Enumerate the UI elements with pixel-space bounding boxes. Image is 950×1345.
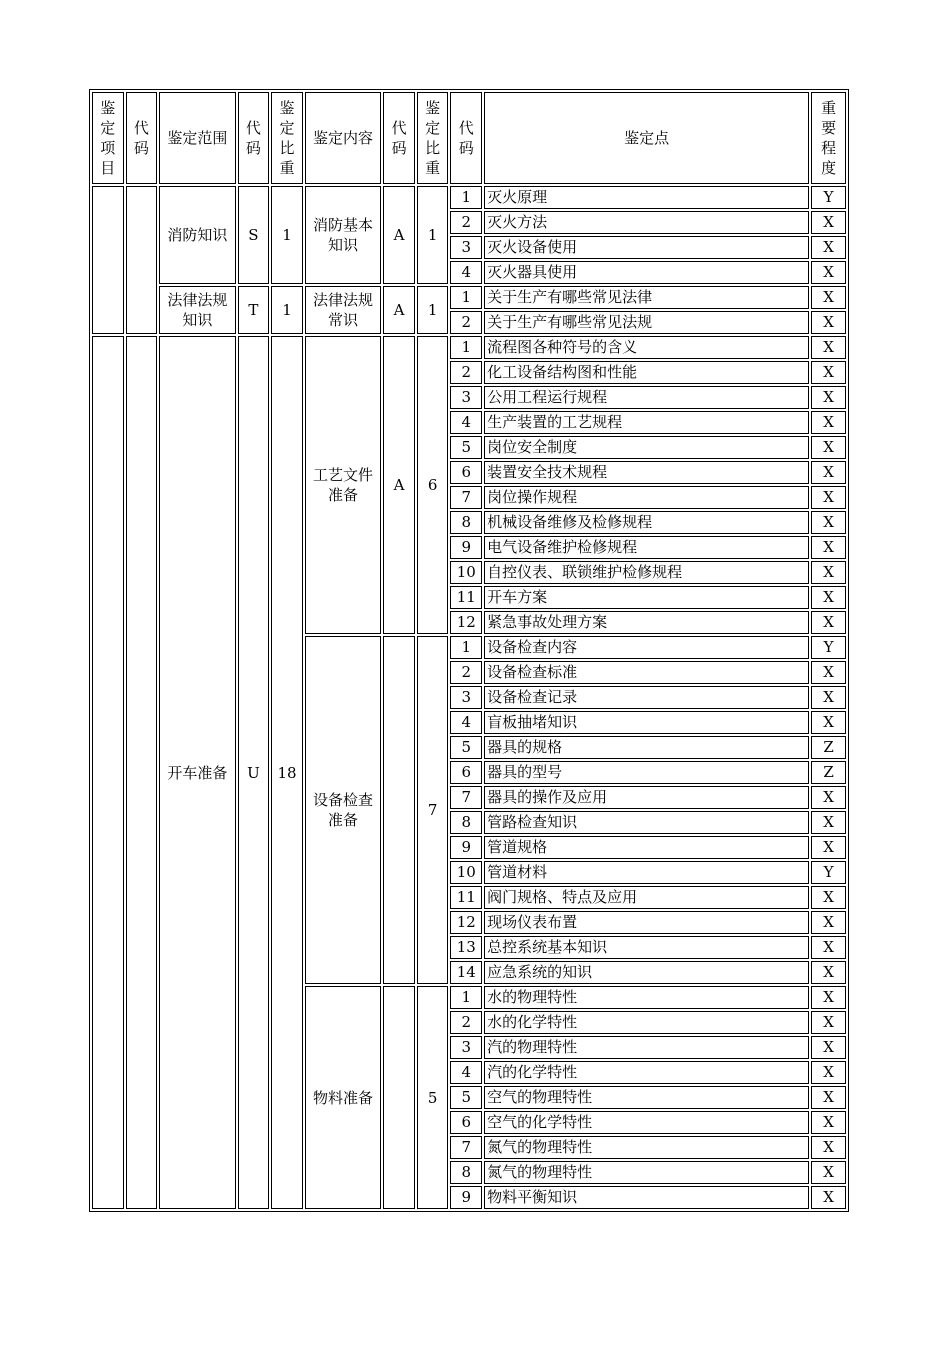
- point-level: X: [811, 611, 846, 634]
- point-name: 盲板抽堵知识: [484, 711, 809, 734]
- header-point: 鉴定点: [484, 92, 809, 184]
- point-code: 1: [450, 186, 482, 209]
- point-code: 8: [450, 511, 482, 534]
- point-name: 器具的规格: [484, 736, 809, 759]
- point-code: 12: [450, 911, 482, 934]
- point-code: 4: [450, 711, 482, 734]
- content-name: 物料准备: [305, 986, 381, 1209]
- point-code: 5: [450, 1086, 482, 1109]
- content-weight: 5: [417, 986, 449, 1209]
- point-name: 装置安全技术规程: [484, 461, 809, 484]
- point-level: X: [811, 836, 846, 859]
- point-level: X: [811, 336, 846, 359]
- content-code: [383, 986, 415, 1209]
- point-code: 11: [450, 586, 482, 609]
- point-level: X: [811, 911, 846, 934]
- point-level: X: [811, 436, 846, 459]
- point-code: 4: [450, 411, 482, 434]
- point-name: 开车方案: [484, 586, 809, 609]
- scope-code: U: [238, 336, 270, 1209]
- point-name: 灭火设备使用: [484, 236, 809, 259]
- point-level: X: [811, 586, 846, 609]
- point-code: 3: [450, 686, 482, 709]
- point-level: X: [811, 1061, 846, 1084]
- scope-code: S: [238, 186, 270, 284]
- point-name: 现场仪表布置: [484, 911, 809, 934]
- point-level: X: [811, 486, 846, 509]
- point-name: 流程图各种符号的含义: [484, 336, 809, 359]
- point-code: 4: [450, 261, 482, 284]
- point-code: 2: [450, 661, 482, 684]
- point-level: X: [811, 936, 846, 959]
- point-code: 1: [450, 286, 482, 309]
- point-level: Y: [811, 636, 846, 659]
- point-name: 器具的操作及应用: [484, 786, 809, 809]
- point-name: 灭火器具使用: [484, 261, 809, 284]
- point-code: 2: [450, 1011, 482, 1034]
- header-weight-2: 鉴 定 比 重: [417, 92, 449, 184]
- point-name: 设备检查内容: [484, 636, 809, 659]
- point-level: X: [811, 686, 846, 709]
- point-level: X: [811, 536, 846, 559]
- point-level: X: [811, 1111, 846, 1134]
- content-weight: 1: [417, 286, 449, 334]
- content-code: [383, 636, 415, 984]
- point-name: 自控仪表、联锁维护检修规程: [484, 561, 809, 584]
- content-code: A: [383, 336, 415, 634]
- header-row: [92, 92, 846, 184]
- point-name: 电气设备维护检修规程: [484, 536, 809, 559]
- point-level: X: [811, 961, 846, 984]
- item-cell: [92, 186, 124, 334]
- point-level: X: [811, 986, 846, 1009]
- point-code: 2: [450, 211, 482, 234]
- point-code: 10: [450, 861, 482, 884]
- content-code: A: [383, 286, 415, 334]
- point-name: 水的化学特性: [484, 1011, 809, 1034]
- scope-name: 开车准备: [159, 336, 235, 1209]
- point-name: 机械设备维修及检修规程: [484, 511, 809, 534]
- header-code-3: 代 码: [383, 92, 415, 184]
- point-level: X: [811, 461, 846, 484]
- scope-weight: 18: [271, 336, 303, 1209]
- point-level: X: [811, 886, 846, 909]
- header-importance: 重 要 程 度: [811, 92, 846, 184]
- point-name: 器具的型号: [484, 761, 809, 784]
- point-code: 8: [450, 811, 482, 834]
- point-level: X: [811, 561, 846, 584]
- point-code: 3: [450, 236, 482, 259]
- content-name: 法律法规 常识: [305, 286, 381, 334]
- point-level: X: [811, 286, 846, 309]
- header-content: 鉴定内容: [305, 92, 381, 184]
- point-name: 氮气的物理特性: [484, 1161, 809, 1184]
- scope-code: T: [238, 286, 270, 334]
- point-code: 5: [450, 736, 482, 759]
- point-code: 7: [450, 486, 482, 509]
- point-name: 紧急事故处理方案: [484, 611, 809, 634]
- point-level: X: [811, 711, 846, 734]
- point-name: 关于生产有哪些常见法律: [484, 286, 809, 309]
- point-level: X: [811, 1161, 846, 1184]
- point-name: 空气的物理特性: [484, 1086, 809, 1109]
- header-weight-1: 鉴 定 比 重: [271, 92, 303, 184]
- item-cell: [92, 336, 124, 1209]
- point-level: Z: [811, 736, 846, 759]
- content-code: A: [383, 186, 415, 284]
- point-code: 1: [450, 636, 482, 659]
- point-level: X: [811, 311, 846, 334]
- point-level: X: [811, 411, 846, 434]
- point-level: Z: [811, 761, 846, 784]
- scope-name: 法律法规 知识: [159, 286, 235, 334]
- point-code: 1: [450, 336, 482, 359]
- point-code: 7: [450, 786, 482, 809]
- scope-weight: 1: [271, 186, 303, 284]
- point-level: X: [811, 361, 846, 384]
- content-name: 工艺文件 准备: [305, 336, 381, 634]
- point-name: 空气的化学特性: [484, 1111, 809, 1134]
- point-name: 设备检查记录: [484, 686, 809, 709]
- point-code: 10: [450, 561, 482, 584]
- point-name: 管路检查知识: [484, 811, 809, 834]
- header-code-2: 代 码: [238, 92, 270, 184]
- point-code: 9: [450, 536, 482, 559]
- content-weight: 6: [417, 336, 449, 634]
- point-name: 设备检查标准: [484, 661, 809, 684]
- point-code: 2: [450, 361, 482, 384]
- point-name: 岗位安全制度: [484, 436, 809, 459]
- scope-weight: 1: [271, 286, 303, 334]
- header-scope: 鉴定范围: [159, 92, 235, 184]
- point-name: 管道规格: [484, 836, 809, 859]
- point-code: 2: [450, 311, 482, 334]
- point-level: X: [811, 1011, 846, 1034]
- point-code: 6: [450, 1111, 482, 1134]
- header-code-1: 代 码: [126, 92, 158, 184]
- point-name: 汽的物理特性: [484, 1036, 809, 1059]
- point-level: X: [811, 661, 846, 684]
- point-level: X: [811, 211, 846, 234]
- point-name: 公用工程运行规程: [484, 386, 809, 409]
- point-code: 8: [450, 1161, 482, 1184]
- header-item: 鉴 定 项 目: [92, 92, 124, 184]
- point-level: X: [811, 386, 846, 409]
- point-code: 5: [450, 436, 482, 459]
- point-code: 3: [450, 386, 482, 409]
- content-weight: 7: [417, 636, 449, 984]
- point-name: 物料平衡知识: [484, 1186, 809, 1209]
- point-name: 化工设备结构图和性能: [484, 361, 809, 384]
- point-name: 灭火原理: [484, 186, 809, 209]
- point-level: X: [811, 511, 846, 534]
- point-level: X: [811, 786, 846, 809]
- item-code-cell: [126, 336, 158, 1209]
- point-name: 氮气的物理特性: [484, 1136, 809, 1159]
- point-name: 关于生产有哪些常见法规: [484, 311, 809, 334]
- point-code: 14: [450, 961, 482, 984]
- point-name: 应急系统的知识: [484, 961, 809, 984]
- table-body: [92, 92, 846, 1209]
- point-name: 阀门规格、特点及应用: [484, 886, 809, 909]
- point-code: 11: [450, 886, 482, 909]
- item-code-cell: [126, 186, 158, 334]
- point-code: 9: [450, 836, 482, 859]
- scope-name: 消防知识: [159, 186, 235, 284]
- point-name: 灭火方法: [484, 211, 809, 234]
- point-level: X: [811, 1136, 846, 1159]
- point-level: Y: [811, 861, 846, 884]
- point-level: X: [811, 236, 846, 259]
- content-name: 消防基本 知识: [305, 186, 381, 284]
- point-code: 12: [450, 611, 482, 634]
- point-level: X: [811, 1086, 846, 1109]
- point-level: X: [811, 1186, 846, 1209]
- point-code: 3: [450, 1036, 482, 1059]
- point-name: 岗位操作规程: [484, 486, 809, 509]
- point-code: 4: [450, 1061, 482, 1084]
- point-level: X: [811, 811, 846, 834]
- table-row: [92, 336, 846, 359]
- point-level: Y: [811, 186, 846, 209]
- point-name: 汽的化学特性: [484, 1061, 809, 1084]
- point-name: 管道材料: [484, 861, 809, 884]
- header-code-4: 代 码: [450, 92, 482, 184]
- point-name: 生产装置的工艺规程: [484, 411, 809, 434]
- point-code: 6: [450, 461, 482, 484]
- table-row: [92, 186, 846, 209]
- point-level: X: [811, 261, 846, 284]
- point-code: 7: [450, 1136, 482, 1159]
- content-weight: 1: [417, 186, 449, 284]
- point-code: 9: [450, 1186, 482, 1209]
- appraisal-table: [89, 89, 849, 1212]
- point-name: 水的物理特性: [484, 986, 809, 1009]
- point-code: 1: [450, 986, 482, 1009]
- point-name: 总控系统基本知识: [484, 936, 809, 959]
- table-row: [92, 286, 846, 309]
- point-code: 6: [450, 761, 482, 784]
- point-code: 13: [450, 936, 482, 959]
- content-name: 设备检查 准备: [305, 636, 381, 984]
- point-level: X: [811, 1036, 846, 1059]
